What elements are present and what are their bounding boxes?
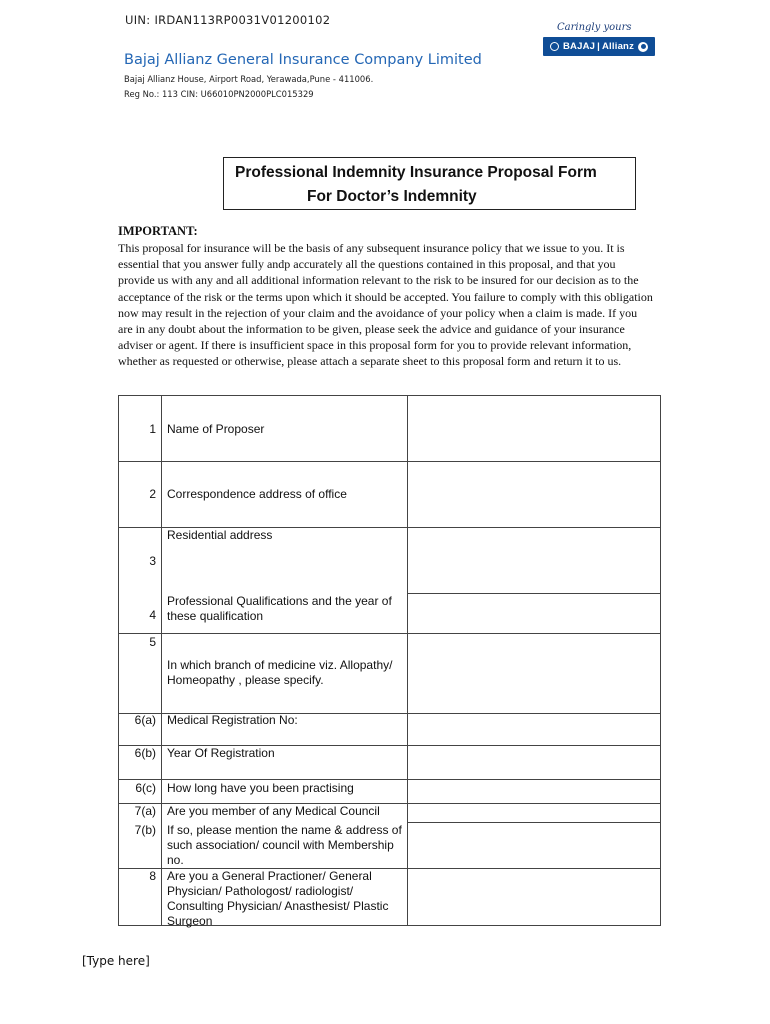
footer-placeholder: [Type here] — [82, 954, 150, 968]
question-year-of-registration: Year Of Registration — [167, 746, 275, 760]
answer-association-details[interactable] — [408, 823, 661, 868]
answer-branch-of-medicine[interactable] — [408, 634, 661, 713]
row-number: 7(a) — [134, 804, 156, 818]
answer-office-address[interactable] — [408, 462, 661, 527]
proposal-form-table — [118, 395, 661, 926]
company-address: Bajaj Allianz House, Airport Road, Yerawada,Pune - 411006. — [124, 74, 374, 84]
bajaj-mark-icon — [550, 42, 559, 51]
important-notice: This proposal for insurance will be the basis of any subsequent insurance policy that we issue to you. It is essential that you answer fully andp accurately all the questions contained in this proposal, and that you provide us with any and all additional information relevant to the risk to be insured for our decision as to the acceptance of the risk or the terms upon which it should be accepted. You failure to comply with this obligation now may result in the rejection of your claim and the avoidance of your policy when a claim is made. If you are in any doubt about the information to be given, please seek the advice and guidance of your insurance adviser or agent. If there is insufficient space in this proposal form for you to provide relevant information, whether as requested or otherwise, please attach a separate sheet to this proposal form and return it to us. — [118, 241, 653, 369]
question-association-details: If so, please mention the name & address of such association/ council with Membership no. — [167, 823, 402, 867]
form-subtitle: For Doctor’s Indemnity — [307, 188, 477, 205]
column-divider — [161, 396, 162, 925]
question-residential-address: Residential address — [167, 528, 273, 542]
question-qualifications: Professional Qualifications and the year of these qualification — [167, 594, 392, 623]
logo-brand-left: BAJAJ — [562, 41, 596, 52]
row-number: 2 — [149, 487, 156, 501]
answer-name-of-proposer[interactable] — [408, 396, 661, 461]
question-branch-of-medicine: In which branch of medicine viz. Allopathy/ Homeopathy , please specify. — [167, 658, 393, 687]
bajaj-allianz-logo — [543, 22, 655, 58]
row-number: 6(c) — [135, 781, 156, 795]
important-heading: IMPORTANT: — [118, 224, 198, 238]
answer-year-of-registration[interactable] — [408, 746, 661, 779]
row-number: 1 — [149, 422, 156, 436]
answer-residential-address[interactable] — [408, 528, 661, 593]
answer-years-practising[interactable] — [408, 780, 661, 803]
row-number: 4 — [149, 608, 156, 622]
logo-brand-right: Allianz — [602, 41, 635, 52]
allianz-eagle-icon — [638, 42, 648, 52]
question-practitioner-type: Are you a General Practioner/ General Physician/ Pathologost/ radiologist/ Consulting Physician/ Anasthesist/ Plastic Surgeon — [167, 869, 389, 928]
uin-number: UIN: IRDAN113RP0031V01200102 — [125, 13, 331, 27]
logo-band: BAJAJ | Allianz — [543, 37, 655, 56]
answer-registration-no[interactable] — [408, 714, 661, 745]
question-registration-no: Medical Registration No: — [167, 713, 298, 727]
company-name: Bajaj Allianz General Insurance Company Limited — [124, 52, 482, 68]
row-number: 6(a) — [134, 713, 156, 727]
answer-qualifications[interactable] — [408, 594, 661, 633]
question-years-practising: How long have you been practising — [167, 781, 354, 795]
question-medical-council-member: Are you member of any Medical Council — [167, 804, 380, 818]
row-number: 5 — [149, 635, 156, 649]
answer-medical-council-member[interactable] — [408, 804, 661, 822]
logo-tagline: Caringly yours — [557, 22, 632, 33]
row-number: 6(b) — [134, 746, 156, 760]
form-title: Professional Indemnity Insurance Proposal Form — [235, 164, 597, 181]
row-number: 8 — [149, 869, 156, 883]
answer-practitioner-type[interactable] — [408, 869, 661, 926]
registration-info: Reg No.: 113 CIN: U66010PN2000PLC015329 — [124, 89, 314, 99]
question-office-address: Correspondence address of office — [167, 487, 347, 501]
question-name-of-proposer: Name of Proposer — [167, 422, 265, 436]
row-number: 7(b) — [134, 823, 156, 837]
row-number: 3 — [149, 554, 156, 568]
form-title-box — [223, 157, 636, 210]
